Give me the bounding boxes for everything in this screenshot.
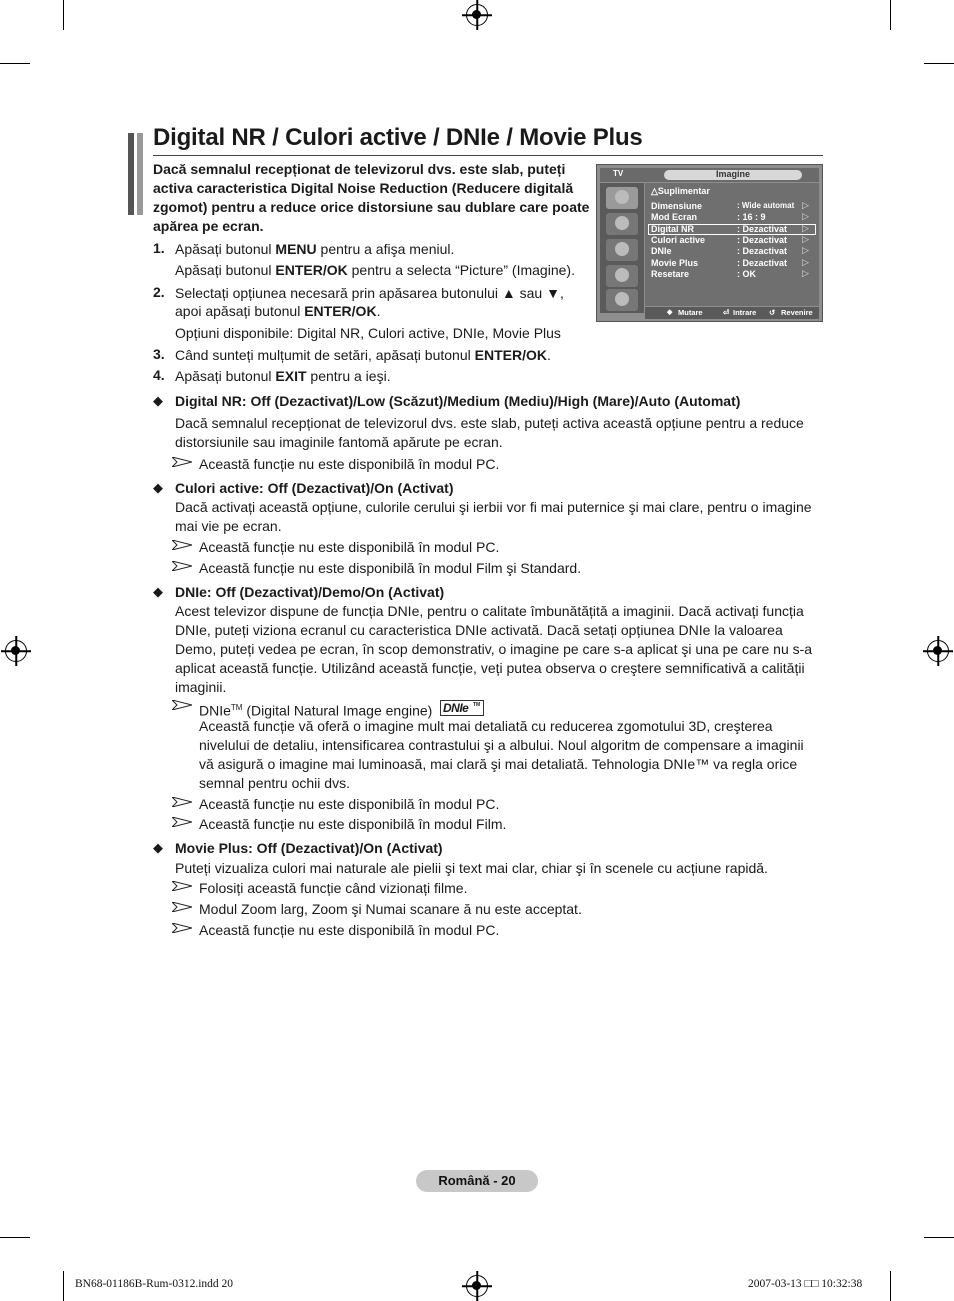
note-text: Această funcție nu este disponibilă în modul PC. [199, 922, 500, 938]
tv-row-label: Digital NR [651, 224, 695, 234]
section-text: DNIe, puteți viziona ecranul cu caracteristica DNIe activată. Dacă setați opțiunea DNIe la valoarea [175, 622, 783, 638]
crop-mark [63, 0, 64, 30]
section-text: Demo, puteți vedea pe ecran, în scop demonstrativ, o imagine pe care s-a aplicat şi una pe care nu s-a [175, 641, 813, 657]
section-heading: Movie Plus: Off (Dezactivat)/On (Activat) [175, 840, 443, 856]
dnie-text: Această funcție vă oferă o imagine mult mai detaliată cu reducerea zgomotului 3D, creşterea [199, 718, 773, 734]
intro-line: apărea pe ecran. [153, 218, 264, 234]
tv-menu-sidebar [600, 183, 644, 313]
note-text: Această funcție nu este disponibilă în modul PC. [199, 539, 500, 555]
tv-row-label: DNIe [651, 246, 672, 256]
step-text: Opțiuni disponibile: Digital NR, Culori active, DNIe, Movie Plus [175, 325, 561, 341]
step-text: Apăsați butonul EXIT pentru a ieşi. [175, 368, 391, 384]
section-heading: DNIe: Off (Dezactivat)/Demo/On (Activat) [175, 584, 445, 600]
bullet-icon: ◆ [153, 480, 163, 495]
tv-row-label: Dimensiune [651, 201, 703, 211]
note-text: Modul Zoom larg, Zoom şi Numai scanare ă nu este acceptat. [199, 901, 582, 917]
arrow-right-icon: ▷ [802, 257, 809, 267]
bullet-icon: ◆ [153, 584, 163, 599]
arrow-right-icon: ▷ [802, 245, 809, 255]
note-text: Această funcție nu este disponibilă în modul Film. [199, 816, 507, 832]
note-text: Această funcție nu este disponibilă în modul Film şi Standard. [199, 560, 582, 576]
section-text: Acest televizor dispune de funcția DNIe, pentru o calitate îmbunătățită a imaginii. Dacă activați funcția [175, 603, 804, 619]
tv-row-label: Resetare [651, 269, 690, 279]
note-arrow-icon [172, 561, 192, 571]
arrow-right-icon: ▷ [802, 268, 809, 278]
step-text: apoi apăsați butonul ENTER/OK. [175, 303, 381, 319]
dnie-logo: DNIe TM [440, 700, 484, 716]
step-text: Când sunteți mulțumit de setări, apăsați butonul ENTER/OK. [175, 347, 551, 363]
section-text: Dacă activați această opțiune, culorile cerului şi ierbii vor fi mai puternice şi mai clare, pentru o imagine [175, 499, 812, 515]
tv-footer-enter: Intrare [733, 308, 757, 317]
tv-row-value: : Wide automat [737, 201, 795, 210]
crop-mark [890, 0, 891, 30]
note-arrow-icon [172, 457, 192, 467]
arrow-right-icon: ▷ [802, 223, 809, 233]
page-number-badge: Română - 20 [416, 1170, 538, 1192]
print-slug-left: BN68-01186B-Rum-0312.indd 20 [75, 1278, 234, 1290]
tv-source-label: TV [613, 169, 624, 178]
tv-row-label: Mod Ecran [651, 212, 698, 222]
intro-line: Dacă semnalul recepționat de televizorul dvs. este slab, puteți [153, 161, 566, 177]
note-text: Folosiți această funcție când vizionați filme. [199, 880, 468, 896]
picture-icon [606, 187, 638, 209]
note-arrow-icon [172, 881, 192, 891]
dnie-text: vă asigură o imagine mai luminoasă, mai clară şi mai detaliată. Tehnologia DNIe™ va regla orice [199, 756, 798, 772]
step-number: 3. [153, 346, 165, 362]
intro-line: zgomot) pentru a reduce orice distorsiune sau dublare care poate [153, 199, 590, 215]
note-arrow-icon [172, 902, 192, 912]
note-arrow-icon [172, 817, 192, 827]
note-text: Această funcție nu este disponibilă în modul PC. [199, 796, 500, 812]
section-text: aplicat această funcție. Utilizând această funcție, veți putea observa o creştere semnificativă a calității [175, 660, 805, 676]
step-number: 1. [153, 240, 165, 256]
tv-menu-screenshot [596, 164, 823, 322]
step-text: Selectați opțiunea necesară prin apăsarea butonului ▲ sau ▼, [175, 285, 564, 301]
note-arrow-icon [172, 923, 192, 933]
tv-menu-header: Imagine [664, 170, 802, 180]
page-title: Digital NR / Culori active / DNIe / Movie Plus [153, 124, 643, 151]
section-text: mai vie pe ecran. [175, 518, 282, 534]
crop-mark [924, 1237, 954, 1238]
section-text: imaginii. [175, 679, 227, 695]
dnie-text: nivelului de detaliu, intensificarea contrastului şi a albului. Noul algoritm de compensare a imaginii [199, 737, 804, 753]
crop-mark [63, 1271, 64, 1301]
title-decoration [128, 133, 134, 215]
tv-row-label: Movie Plus [651, 258, 699, 268]
crop-mark [0, 63, 30, 64]
registration-mark-icon [466, 1275, 488, 1297]
setup-icon [606, 265, 638, 287]
title-decoration [137, 133, 143, 215]
tv-row-value: : Dezactivat [737, 235, 788, 245]
bullet-icon: ◆ [153, 393, 163, 408]
tv-row-label: Culori active [651, 235, 706, 245]
arrow-right-icon: ▷ [802, 211, 809, 221]
arrow-right-icon: ▷ [802, 200, 809, 210]
print-slug-right: 2007-03-13 □□ 10:32:38 [748, 1278, 863, 1290]
tv-menu-footer [645, 307, 819, 319]
registration-mark-icon [466, 4, 488, 26]
crop-mark [924, 63, 954, 64]
section-text: Dacă semnalul recepționat de televizorul dvs. este slab, puteți activa această opțiune pentru a reduce [175, 415, 804, 431]
tv-footer-return: Revenire [781, 308, 813, 317]
section-text: Puteți vizualiza culori mai naturale ale pielii şi text mai clar, chiar şi în scenele cu acțiune rapidă. [175, 860, 768, 876]
sound-icon [606, 213, 638, 235]
tv-back-item: △Suplimentar [651, 186, 710, 196]
tv-row-value: : Dezactivat [737, 258, 788, 268]
registration-mark-icon [5, 640, 27, 662]
dnie-text: semnal pentru ochii dvs. [199, 775, 350, 791]
tv-row-value: : OK [737, 269, 756, 279]
channel-icon [606, 239, 638, 261]
step-text: Apăsați butonul MENU pentru a afişa meniul. [175, 241, 455, 257]
return-icon: ↺ [769, 308, 776, 317]
arrow-right-icon: ▷ [802, 234, 809, 244]
tv-row-value: : 16 : 9 [737, 212, 766, 222]
crop-mark [890, 1271, 891, 1301]
step-number: 4. [153, 367, 165, 383]
tv-row-value: : Dezactivat [737, 246, 788, 256]
bullet-icon: ◆ [153, 840, 163, 855]
note-text: Această funcție nu este disponibilă în modul PC. [199, 456, 500, 472]
input-icon [606, 289, 638, 311]
step-text: Apăsați butonul ENTER/OK pentru a selecta “Picture” (Imagine). [175, 262, 575, 278]
tv-row-value: : Dezactivat [737, 224, 788, 234]
section-heading: Digital NR: Off (Dezactivat)/Low (Scăzut)/Medium (Mediu)/High (Mare)/Auto (Automat) [175, 393, 741, 409]
intro-line: activa caracteristica Digital Noise Reduction (Reducere digitală [153, 180, 574, 196]
note-arrow-icon [172, 540, 192, 550]
section-heading: Culori active: Off (Dezactivat)/On (Activat) [175, 480, 454, 496]
section-text: distorsiunile sau imaginile fantomă apărute pe ecran. [175, 434, 503, 450]
crop-mark [0, 1237, 30, 1238]
title-rule [153, 155, 823, 156]
tv-footer-move: Mutare [678, 308, 703, 317]
step-number: 2. [153, 284, 165, 300]
move-icon: ◆ [667, 309, 673, 316]
dnie-heading: DNIe™ (Digital Natural Image engine) [199, 702, 433, 719]
note-arrow-icon [172, 700, 192, 710]
enter-icon: ⏎ [723, 308, 730, 317]
registration-mark-icon [927, 640, 949, 662]
note-arrow-icon [172, 797, 192, 807]
